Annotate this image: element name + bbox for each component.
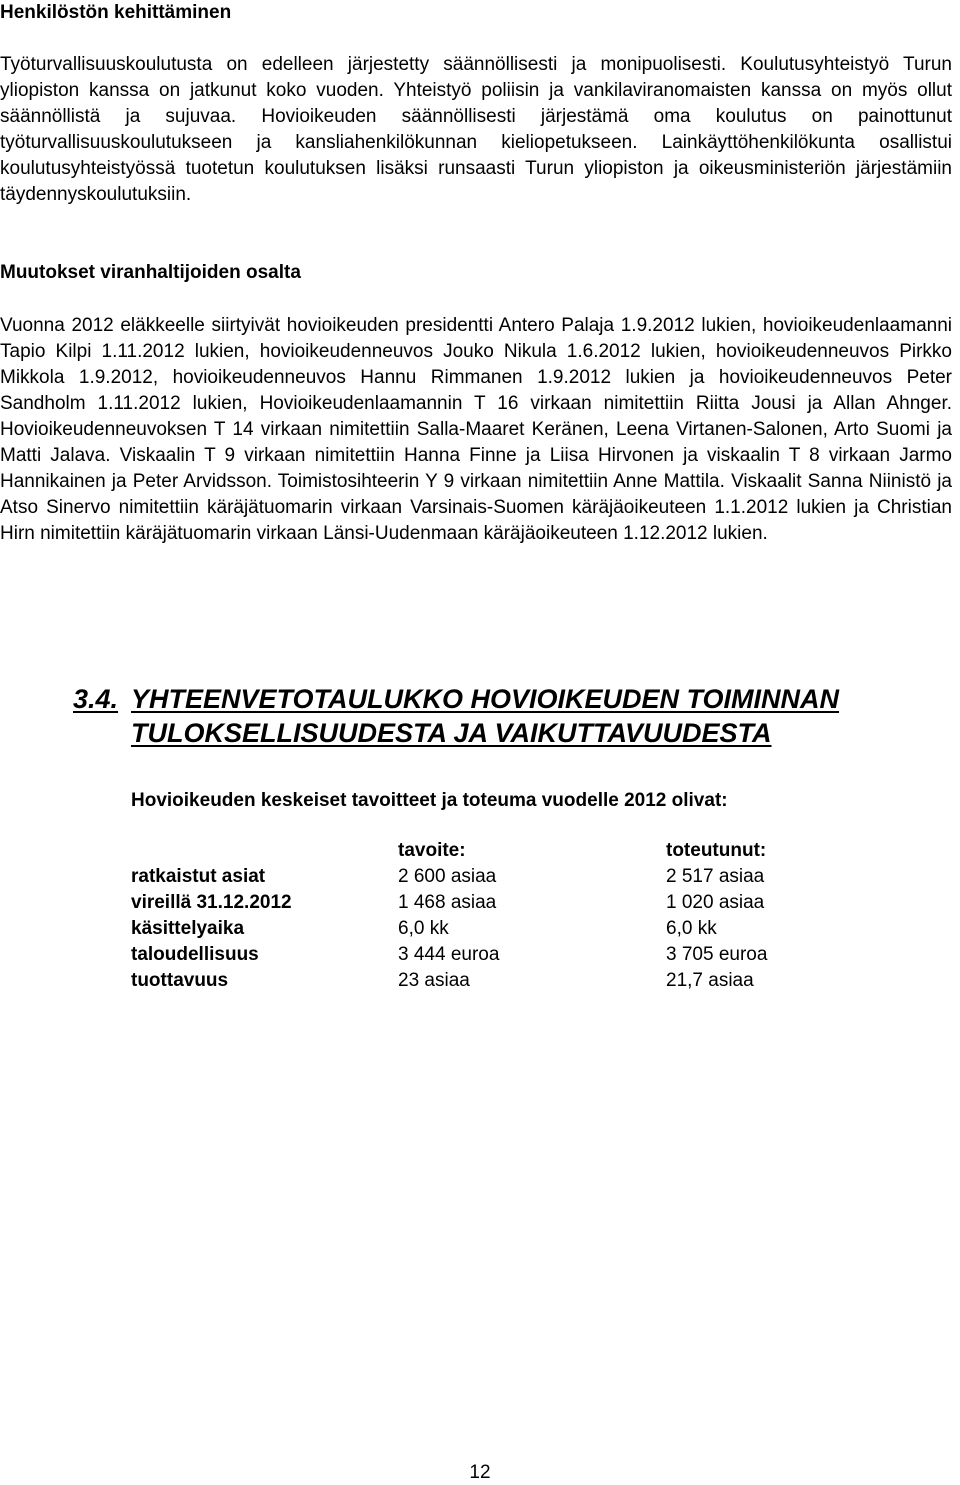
row-label: käsittelyaika xyxy=(131,918,245,939)
results-summary-table xyxy=(131,838,866,994)
table-row xyxy=(131,942,866,968)
row-label: taloudellisuus xyxy=(131,944,259,965)
table-row xyxy=(131,916,866,942)
row-label: tuottavuus xyxy=(131,970,229,991)
table-header-row xyxy=(131,838,866,864)
summary-section-number: 3.4. xyxy=(73,684,119,714)
header-label-column xyxy=(131,838,398,864)
row-target: 3 444 euroa xyxy=(398,944,500,965)
table-row xyxy=(131,968,866,994)
summary-section-heading xyxy=(73,682,911,750)
row-actual: 2 517 asiaa xyxy=(666,866,765,887)
section-title-personnel-changes: Muutokset viranhaltijoiden osalta xyxy=(0,262,301,283)
table-row xyxy=(131,890,866,916)
staff-development-paragraph: Työturvallisuuskoulutusta on edelleen järjestetty säännöllisesti ja monipuolisesti. Koulutusyhteistyö Turun yliopiston kanssa on jatkunut koko vuoden. Yhteistyö poliisin ja vankilaviranomaisten kanssa on myös ollut säännöllistä ja sujuvaa. Hovioikeuden säännöllisesti järjestämä oma koulutus on painottunut työturvallisuuskoulutukseen ja kansliahenkilökunnan kieliopetukseen. Lainkäyttöhenkilökunta osallistui koulutusyhteistyössä tuotetun koulutuksen lisäksi runsaasti Turun yliopiston ja oikeusministeriön järjestämiin täydennyskoulutuksiin. xyxy=(0,54,952,205)
row-target: 6,0 kk xyxy=(398,918,449,939)
header-actual-column: toteutunut: xyxy=(666,840,767,861)
row-label: vireillä 31.12.2012 xyxy=(131,892,292,913)
summary-intro-text: Hovioikeuden keskeiset tavoitteet ja toteuma vuodelle 2012 olivat: xyxy=(131,790,728,811)
section-title-staff-development: Henkilöstön kehittäminen xyxy=(0,2,232,23)
summary-section-title: YHTEENVETOTAULUKKO HOVIOIKEUDEN TOIMINNAN TULOKSELLISUUDESTA JA VAIKUTTAVUUDESTA xyxy=(131,684,840,748)
row-label: ratkaistut asiat xyxy=(131,866,266,887)
table-row xyxy=(131,864,866,890)
row-target: 1 468 asiaa xyxy=(398,892,497,913)
row-target: 2 600 asiaa xyxy=(398,866,497,887)
personnel-changes-paragraph: Vuonna 2012 eläkkeelle siirtyivät hovioikeuden presidentti Antero Palaja 1.9.2012 lukien, hovioikeudenlaamanni Tapio Kilpi 1.11.2012 lukien, hovioikeudenneuvos Jouko Nikula 1.6.2012 lukien, hovioikeudenneuvos Pirkko Mikkola 1.9.2012, hovioikeudenneuvos Hannu Rimmanen 1.9.2012 lukien ja hovioikeudenneuvos Peter Sandholm 1.11.2012 lukien, Hovioikeudenlaamannin T 16 virkaan nimitettiin Riitta Jousi ja Allan Ahnger. Hovioikeudenneuvoksen T 14 virkaan nimitettiin Salla-Maaret Keränen, Leena Virtanen-Salonen, Arto Suomi ja Matti Jalava. Viskaalin T 9 virkaan nimitettiin Hanna Finne ja Liisa Hirvonen ja viskaalin T 8 virkaan Jarmo Hannikainen ja Peter Arvidsson. Toimistosihteerin Y 9 virkaan nimitettiin Anne Mattila. Viskaalit Sanna Niinistö ja Atso Sinervo nimitettiin käräjätuomarin virkaan Varsinais-Suomen käräjäoikeuteen 1.1.2012 lukien ja Christian Hirn nimitettiin käräjätuomarin virkaan Länsi-Uudenmaan käräjäoikeuteen 1.12.2012 lukien. xyxy=(0,315,952,544)
row-actual: 3 705 euroa xyxy=(666,944,768,965)
page-number: 12 xyxy=(469,1462,491,1483)
row-actual: 6,0 kk xyxy=(666,918,717,939)
row-actual: 21,7 asiaa xyxy=(666,970,754,991)
row-actual: 1 020 asiaa xyxy=(666,892,765,913)
header-target-column: tavoite: xyxy=(398,840,466,861)
row-target: 23 asiaa xyxy=(398,970,470,991)
